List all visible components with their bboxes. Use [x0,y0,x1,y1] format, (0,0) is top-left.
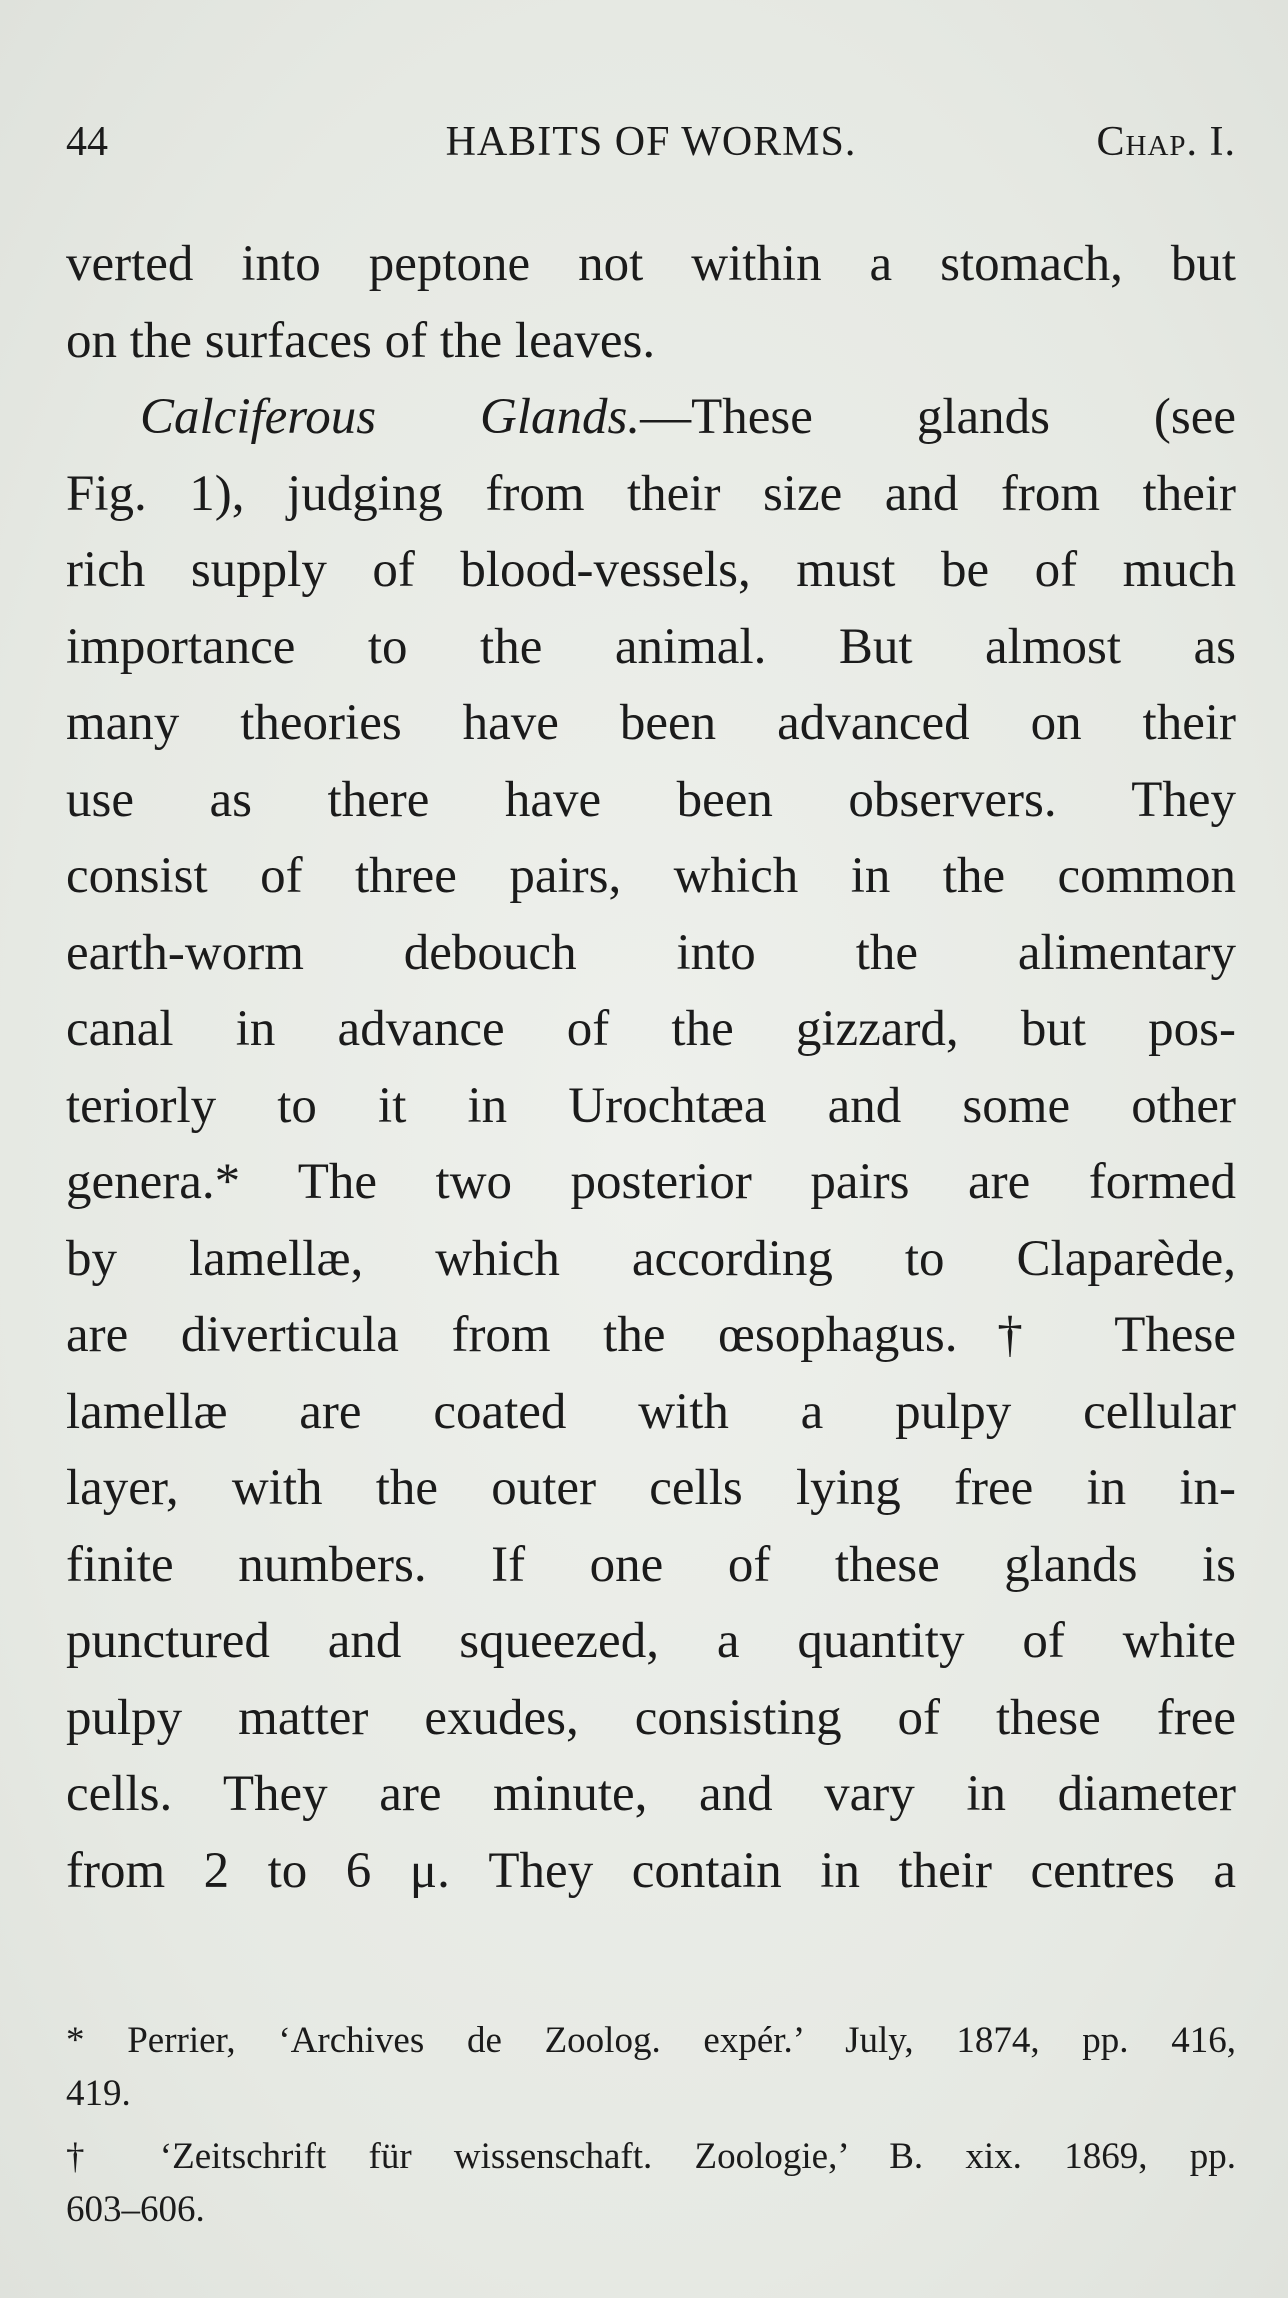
text-line: use as there have been observers. They [66,771,1236,828]
text-line: finite numbers. If one of these glands is [66,1536,1236,1593]
section-heading-italic: Calciferous Glands. [140,389,641,445]
footnote-line: 603–606. [66,2189,205,2230]
text-line: consist of three pairs, which in the common [66,848,1236,904]
running-title: HABITS OF WORMS. [445,119,857,165]
page-number: 44 [66,119,108,165]
text-line: from 2 to 6 μ. They contain in their centres a [66,1842,1236,1899]
text-line: Fig. 1), judging from their size and from their [66,465,1236,522]
footnotes [66,2014,1236,2236]
body-text [66,226,1236,1909]
text-line [66,379,1236,456]
text-line-rest: —These glands (see [640,389,1236,445]
text-line: verted into peptone not within a stomach, but [66,236,1236,292]
text-line: layer, with the outer cells lying free in in- [66,1460,1236,1516]
footnote-line: 419. [66,2073,131,2114]
text-line: canal in advance of the gizzard, but pos- [66,1001,1236,1057]
text-line: earth-worm debouch into the alimentary [66,924,1236,981]
chapter-label: Chap. I. [1096,119,1236,165]
text-line: punctured and squeezed, a quantity of white [66,1613,1236,1669]
text-line: cells. They are minute, and vary in diameter [66,1766,1236,1822]
text-line: by lamellæ, which according to Claparède, [66,1230,1236,1287]
text-line: on the surfaces of the leaves. [66,312,656,369]
text-line: teriorly to it in Urochtæa and some other [66,1077,1236,1134]
text-line: many theories have been advanced on their [66,695,1236,751]
running-header [66,112,1236,172]
text-line: lamellæ are coated with a pulpy cellular [66,1383,1236,1440]
footnote-line: * Perrier, ‘Archives de Zoolog. expér.’ July, 1874, pp. 416, [66,2020,1236,2061]
footnote-line: † ‘Zeitschrift für wissenschaft. Zoologie,’ B. xix. 1869, pp. [66,2136,1236,2177]
text-line: genera.* The two posterior pairs are formed [66,1154,1236,1210]
text-line: rich supply of blood-vessels, must be of much [66,542,1236,598]
text-line: are diverticula from the œsophagus.† These [66,1307,1236,1363]
text-line: importance to the animal. But almost as [66,618,1236,675]
text-line: pulpy matter exudes, consisting of these free [66,1689,1236,1746]
